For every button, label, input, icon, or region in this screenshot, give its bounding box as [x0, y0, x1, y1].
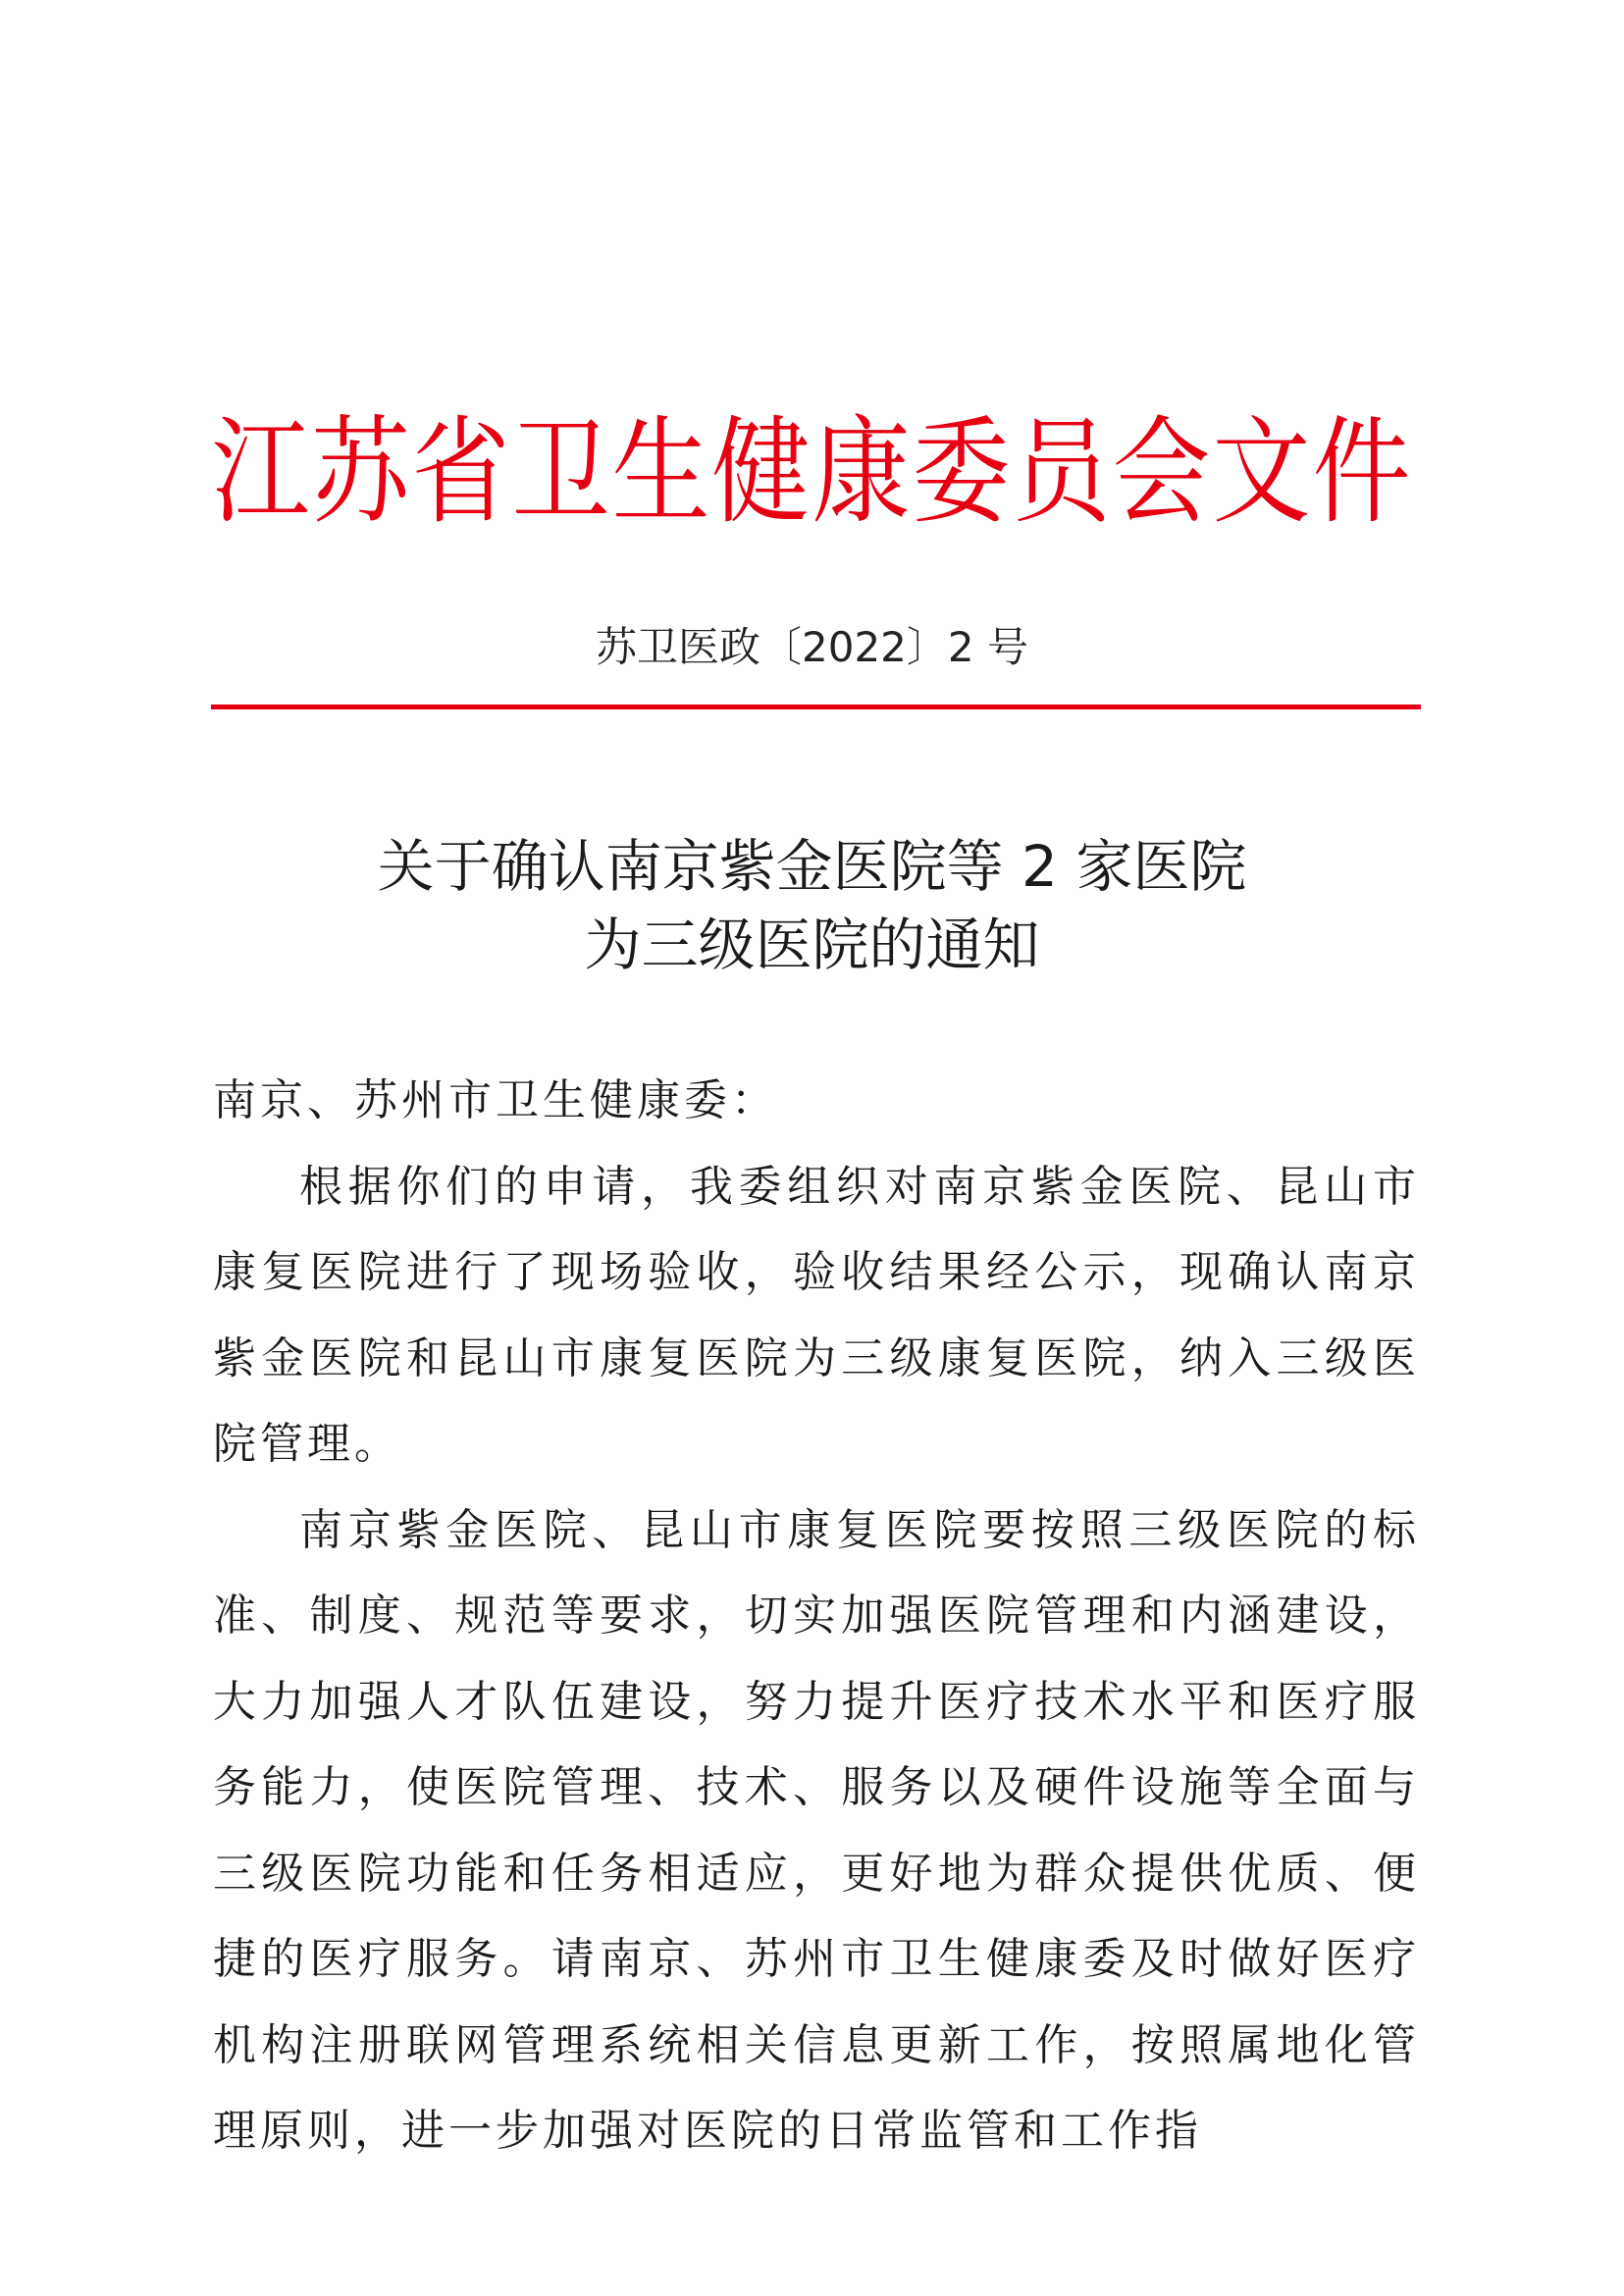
document-title: [0, 827, 1624, 984]
body-paragraph-1: 根据你们的申请，我委组织对南京紫金医院、昆山市康复医院进行了现场验收，验收结果经公示，现确认南京紫金医院和昆山市康复医院为三级康复医院，纳入三级医院管理。: [213, 1161, 1420, 1469]
salutation: 南京、苏州市卫生健康委：: [213, 1075, 778, 1125]
issuer-header: 江苏省卫生健康委员会文件: [211, 404, 1413, 541]
red-divider-line: [211, 704, 1421, 709]
title-line-2: 为三级医院的通知: [584, 912, 1040, 978]
document-number: 苏卫医政〔2022〕2 号: [596, 623, 1028, 671]
body-paragraph-2: 南京紫金医院、昆山市康复医院要按照三级医院的标准、制度、规范等要求，切实加强医院管理和内涵建设，大力加强人才队伍建设，努力提升医疗技术水平和医疗服务能力，使医院管理、技术、服务以及硬件设施等全面与三级医院功能和任务相适应，更好地为群众提供优质、便捷的医疗服务。请南京、苏州市卫生健康委及时做好医疗机构注册联网管理系统相关信息更新工作，按照属地化管理原则，进一步加强对医院的日常监管和工作指: [213, 1504, 1420, 2156]
document-body: [213, 1058, 1420, 2174]
title-line-1: 关于确认南京紫金医院等 2 家医院: [377, 833, 1247, 900]
